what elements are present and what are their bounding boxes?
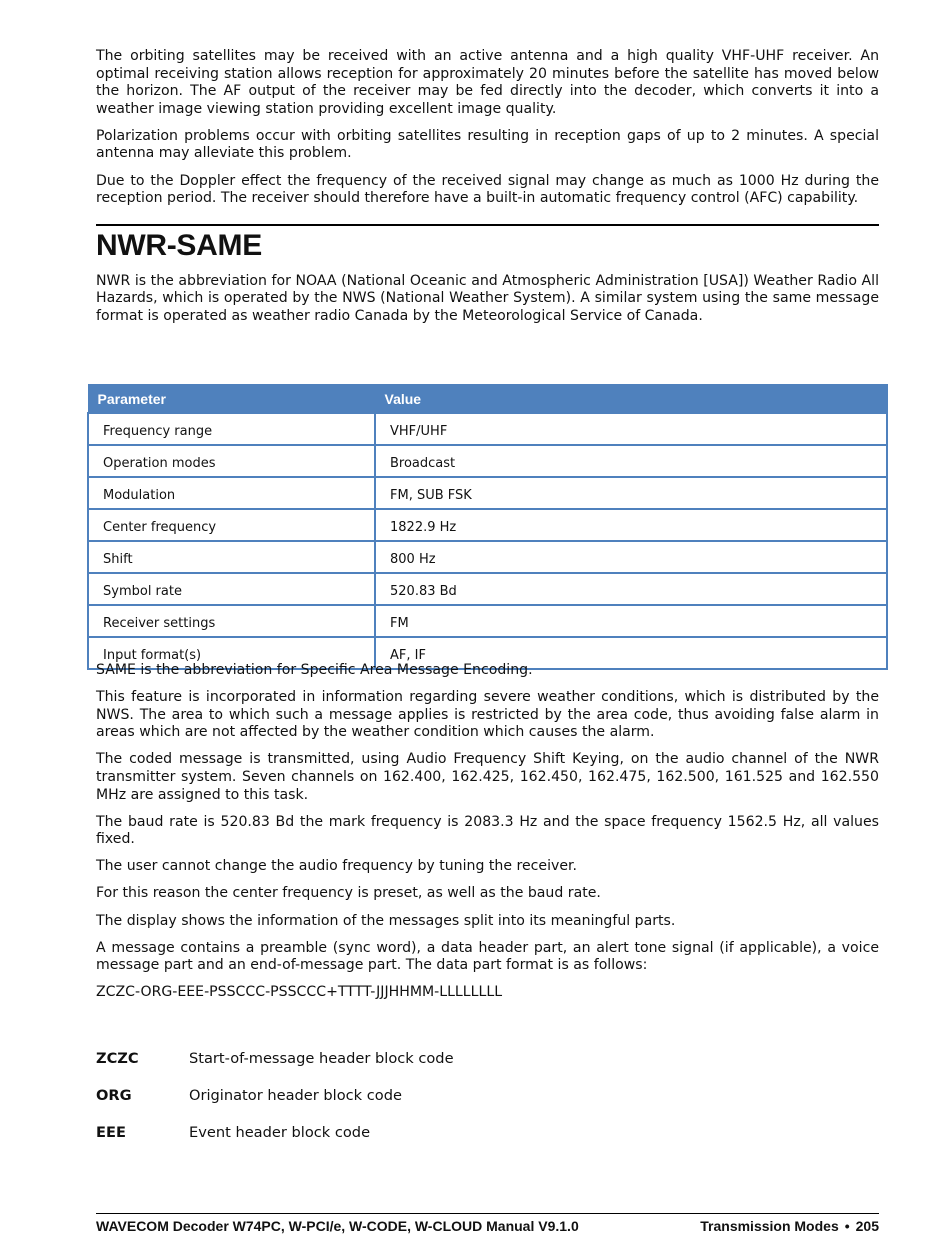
footer-section (700, 1218, 879, 1234)
definition-desc: Event header block code (189, 1124, 371, 1141)
paragraph: NWR is the abbreviation for NOAA (National Oceanic and Atmospheric Administration [USA]) Weather Radio All Hazards, which is operated by the NWS (National Weather System). A similar system using the same message format is operated as weather radio Canada by the Meteorological Service of Canada. (96, 272, 879, 324)
definition-list (96, 1050, 879, 1161)
definition-item (96, 1087, 879, 1124)
paragraph: Due to the Doppler effect the frequency of the received signal may change as much as 1000 Hz during the reception period. The receiver should therefore have a built-in automatic frequency control (AFC) capability. (96, 172, 879, 207)
table-cell: 1822.9 Hz (375, 509, 887, 541)
definition-desc: Originator header block code (189, 1087, 402, 1104)
table-header-row (88, 385, 887, 414)
page-number: 205 (855, 1218, 879, 1234)
paragraph: The coded message is transmitted, using Audio Frequency Shift Keying, on the audio channel of the NWR transmitter system. Seven channels on 162.400, 162.425, 162.450, 162.475, 162.500, 161.525 and 162.550 MHz are assigned to this task. (96, 751, 879, 803)
table-row (88, 477, 887, 509)
table-cell: 520.83 Bd (375, 573, 887, 605)
table-cell: Frequency range (88, 413, 375, 445)
table-cell: FM (375, 605, 887, 637)
table-row (88, 605, 887, 637)
paragraph: This feature is incorporated in information regarding severe weather conditions, which is distributed by the NWS. The area to which such a message applies is restricted by the area code, thus avoiding false alarm in areas which are not affected by the weather condition which causes the alarm. (96, 689, 879, 741)
table-cell: Symbol rate (88, 573, 375, 605)
page-footer (96, 1213, 879, 1234)
paragraph: For this reason the center frequency is preset, as well as the baud rate. (96, 885, 601, 902)
paragraph: A message contains a preamble (sync word), a data header part, an alert tone signal (if applicable), a voice message part and an end-of-message part. The data part format is as follows: (96, 939, 879, 974)
table-cell: Shift (88, 541, 375, 573)
table-cell: Modulation (88, 477, 375, 509)
paragraph: The orbiting satellites may be received with an active antenna and a high quality VHF-UHF receiver. An optimal receiving station allows reception for approximately 20 minutes before the satellite has moved below the horizon. The AF output of the receiver may be fed directly into the decoder, which converts it into a weather image viewing station providing excellent image quality. (96, 48, 879, 117)
table-cell: Broadcast (375, 445, 887, 477)
section-divider (96, 224, 879, 226)
table-cell: 800 Hz (375, 541, 887, 573)
definition-term: ZCZC (96, 1050, 139, 1067)
paragraph: SAME is the abbreviation for Specific Area Message Encoding. (96, 662, 533, 678)
table-cell: Operation modes (88, 445, 375, 477)
table-cell: Receiver settings (88, 605, 375, 637)
table-row (88, 509, 887, 541)
table-row (88, 573, 887, 605)
definition-item (96, 1124, 879, 1161)
table-cell: VHF/UHF (375, 413, 887, 445)
body-after-table (96, 662, 879, 1011)
column-header-parameter: Parameter (88, 385, 375, 414)
page-body (96, 48, 879, 335)
parameter-table (87, 384, 888, 670)
footer-bullet: • (844, 1218, 850, 1234)
table-row (88, 445, 887, 477)
footer-chapter: Transmission Modes (700, 1218, 839, 1234)
paragraph: The user cannot change the audio frequency by tuning the receiver. (96, 858, 577, 875)
footer-manual-title: WAVECOM Decoder W74PC, W-PCI/e, W-CODE, W-CLOUD Manual V9.1.0 (96, 1218, 579, 1234)
paragraph: The display shows the information of the messages split into its meaningful parts. (96, 912, 676, 929)
paragraph: Polarization problems occur with orbiting satellites resulting in reception gaps of up to 2 minutes. A special antenna may alleviate this problem. (96, 127, 879, 162)
table-row (88, 541, 887, 573)
definition-item (96, 1050, 879, 1087)
table-row (88, 413, 887, 445)
format-string: ZCZC-ORG-EEE-PSSCCC-PSSCCC+TTTT-JJJHHMM-LLLLLLLL (96, 984, 503, 1001)
definition-desc: Start-of-message header block code (189, 1050, 454, 1067)
table-cell: AF, IF (375, 637, 887, 669)
table-cell: Center frequency (88, 509, 375, 541)
definition-term: EEE (96, 1124, 126, 1141)
definition-term: ORG (96, 1087, 132, 1104)
column-header-value: Value (375, 385, 887, 414)
table-cell: FM, SUB FSK (375, 477, 887, 509)
paragraph: The baud rate is 520.83 Bd the mark frequency is 2083.3 Hz and the space frequency 1562.5 Hz, all values fixed. (96, 813, 879, 848)
table-cell: Input format(s) (88, 637, 375, 669)
section-title: NWR-SAME (96, 228, 262, 262)
